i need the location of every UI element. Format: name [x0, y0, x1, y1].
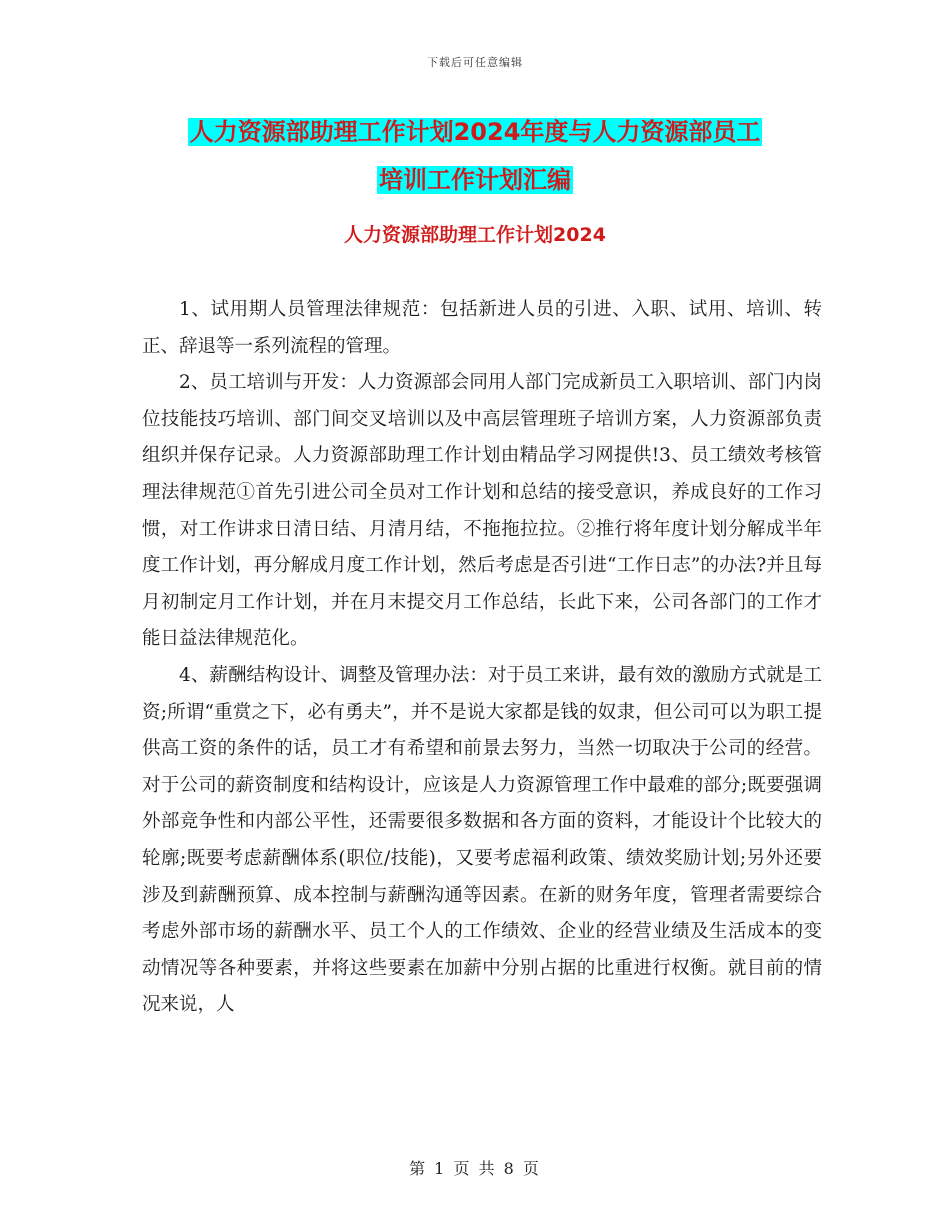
document-title-line-2: 培训工作计划汇编: [379, 166, 571, 194]
paragraph: 2、员工培训与开发：人力资源部会同用人部门完成新员工入职培训、部门内岗位技能技巧培训、部门间交叉培训以及中高层管理班子培训方案，人力资源部负责组织并保存记录。人力资源部助理工作计划由精品学习网提供!3、员工绩效考核管理法律规范①首先引进公司全员对工作计划和总结的接受意识，养成良好的工作习惯，对工作讲求日清日结、月清月结，不拖拖拉拉。②推行将年度计划分解成半年度工作计划，再分解成月度工作计划，然后考虑是否引进“工作日志”的办法?并且每月初制定月工作计划，并在月末提交月工作总结，长此下来，公司各部门的工作才能日益法律规范化。: [142, 372, 822, 650]
body-text: [142, 292, 822, 1024]
paragraph: 4、薪酬结构设计、调整及管理办法：对于员工来讲，最有效的激励方式就是工资;所谓“重赏之下，必有勇夫”，并不是说大家都是钱的奴隶，但公司可以为职工提供高工资的条件的话，员工才有希望和前景去努力，当然一切取决于公司的经营。对于公司的薪资制度和结构设计，应该是人力资源管理工作中最难的部分;既要强调外部竞争性和内部公平性，还需要很多数据和各方面的资料，才能设计个比较大的轮廓;既要考虑薪酬体系(职位/技能)，又要考虑福利政策、绩效奖励计划;另外还要涉及到薪酬预算、成本控制与薪酬沟通等因素。在新的财务年度，管理者需要综合考虑外部市场的薪酬水平、员工个人的工作绩效、企业的经营业绩及生活成本的变动情况等各种要素，并将这些要素在加薪中分别占据的比重进行权衡。就目前的情况来说，人: [142, 664, 822, 1016]
document-title: [0, 108, 950, 204]
header-note: 下载后可任意编辑: [427, 56, 523, 69]
page-footer: 第 1 页 共 8 页: [409, 1159, 541, 1178]
section-title: 人力资源部助理工作计划2024: [344, 224, 606, 246]
document-title-line-1: 人力资源部助理工作计划2024年度与人力资源部员工: [189, 118, 761, 146]
paragraph: 1、试用期人员管理法律规范：包括新进人员的引进、入职、试用、培训、转正、辞退等一系列流程的管理。: [142, 299, 822, 357]
